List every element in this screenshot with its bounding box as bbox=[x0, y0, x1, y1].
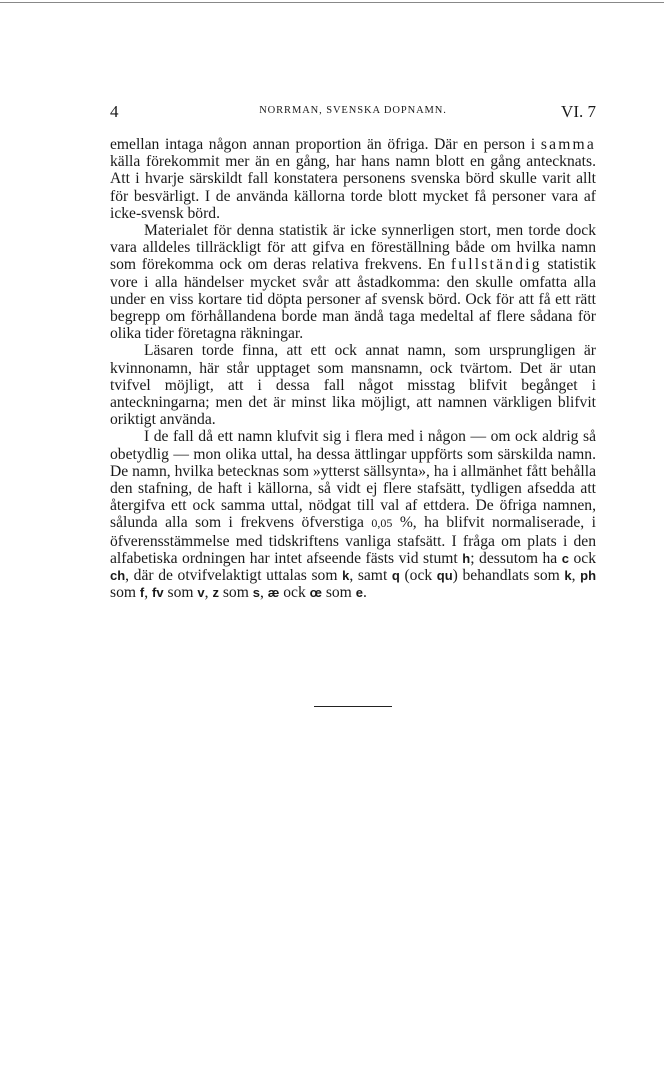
emphasis-spaced: samma bbox=[540, 136, 596, 153]
running-head: NORRMAN, SVENSKA DOPNAMN. bbox=[259, 105, 447, 116]
paragraph-2: Materialet för denna statistik är icke synnerligen stort, men torde dock vara alldeles tillräckligt för att gifva en föreställning både om hvilka namn som förekomma ock om deras relativa frekvens. En fullständig statistik vore i alla händelser mycket svår att åstadkomma: den skulle omfatta alla under en viss kortare tid döpta personer af svensk börd. Ock för att få ett rätt begrepp om förhållandena borde man ändå taga medeltal af flere sådana för olika tider företagna räkningar. bbox=[110, 222, 596, 343]
letter-e: e bbox=[355, 585, 363, 601]
emphasis-spaced: fullständig bbox=[450, 256, 542, 274]
letter-s: s bbox=[252, 585, 260, 601]
body-text bbox=[110, 136, 596, 601]
letter-k: k bbox=[342, 568, 350, 584]
letter-h: h bbox=[462, 550, 471, 566]
section-reference: VI. 7 bbox=[561, 102, 596, 121]
paragraph-4: I de fall då ett namn klufvit sig i flera med i någon — om ock aldrig så obetydlig — mon olika uttal, ha dessa ättlingar uppförts som särskilda namn. De namn, hvilka betecknas som »ytterst sällsynta», ha i allmänhet fått behålla den stafning, de haft i källorna, så vidt ej flere stafsätt, tydligen afsedda att återgifva ett ock samma uttal, nödgat till val af ettdera. De öfriga namnen, sålunda alla som i frekvens öfverstiga 0,05 %, ha blifvit normaliserade, i öfverensstämmelse med tidskriftens vanliga stafsätt. I fråga om plats i den alfabetiska ordningen har intet afseende fästs vid stumt h; dessutom ha c ock ch, där de otvifvelaktigt uttalas som k, samt q (ock qu) behandlats som k, ph som f, fv som v, z som s, æ ock œ som e. bbox=[110, 428, 597, 602]
letter-ae: æ bbox=[267, 585, 280, 601]
letter-oe: œ bbox=[309, 585, 322, 601]
letter-ch: ch bbox=[110, 568, 126, 584]
section-end-rule bbox=[314, 706, 392, 707]
paragraph-3: Läsaren torde finna, att ett ock annat namn, som ursprungligen är kvinnonamn, här står upptaget som mansnamn, ock tvärtom. Det är utan tvifvel möjligt, att i dessa fall något misstag blifvit begånget i anteckningarna; men det är minst lika möjligt, att namnen värkligen blifvit oriktigt använda. bbox=[110, 342, 596, 429]
letter-q: q bbox=[391, 568, 400, 584]
letter-f: f bbox=[139, 585, 145, 601]
page-number: 4 bbox=[110, 102, 119, 121]
letter-z: z bbox=[212, 585, 219, 601]
letter-v: v bbox=[197, 585, 205, 601]
percent-value: 0,05 bbox=[371, 516, 393, 531]
paragraph-1: emellan intaga någon annan proportion än öfriga. Där en person i samma källa förekommit mer än en gång, har hans namn blott en gång antecknats. Att i hvarje särskildt fall konstatera personens svenska börd skulle varit allt för besvärligt. I de använda källorna torde blott mycket få personer vara af icke-svensk börd. bbox=[110, 136, 596, 222]
letter-k: k bbox=[564, 568, 572, 584]
top-edge-rule bbox=[0, 2, 664, 3]
letter-qu: qu bbox=[436, 568, 453, 584]
letter-c: c bbox=[561, 550, 569, 566]
letter-fv: fv bbox=[152, 585, 164, 601]
page-header bbox=[110, 102, 596, 124]
letter-ph: ph bbox=[580, 568, 597, 584]
